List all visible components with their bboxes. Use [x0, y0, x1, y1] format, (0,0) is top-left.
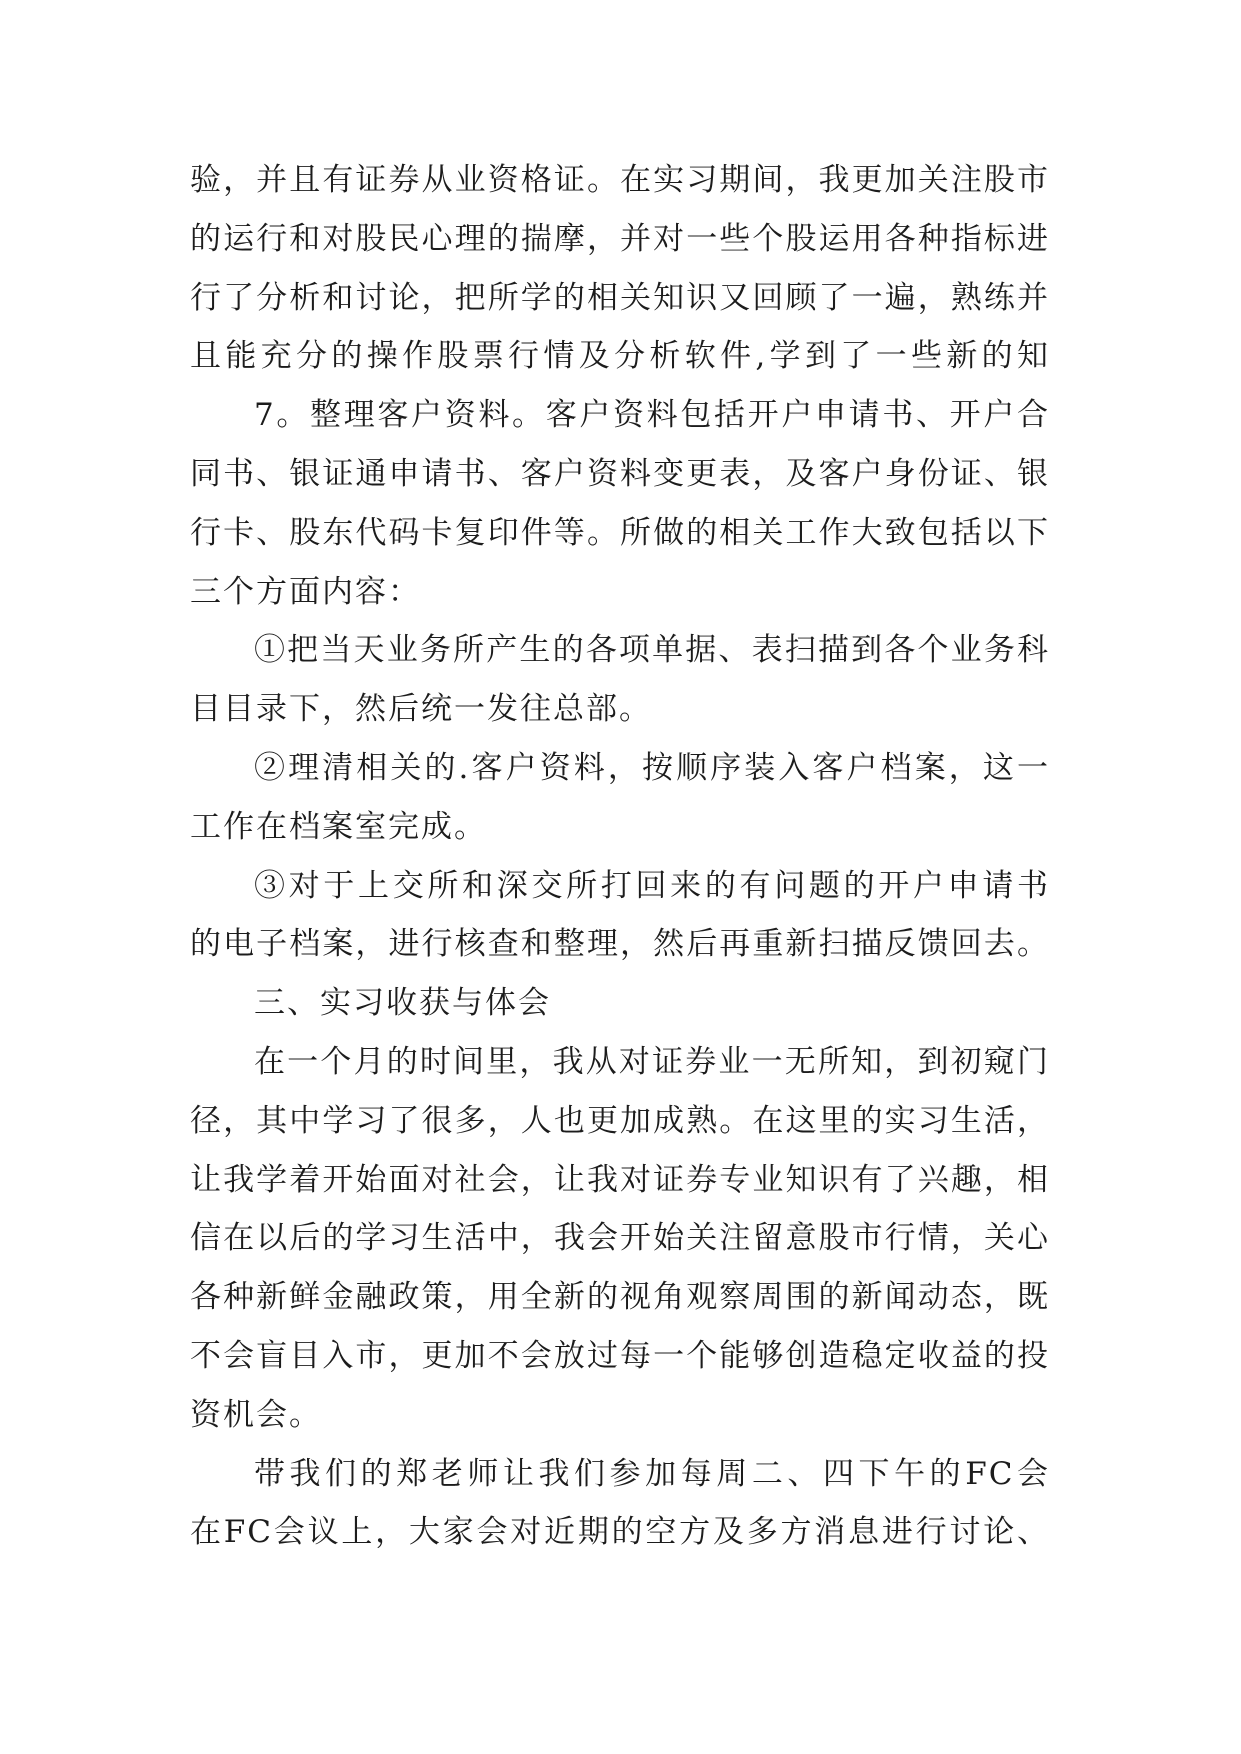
text-line: 径，其中学习了很多，人也更加成熟。在这里的实习生活，: [190, 1102, 1050, 1139]
document-body: [190, 151, 1050, 1562]
text-line: 行卡、股东代码卡复印件等。所做的相关工作大致包括以下: [190, 514, 1050, 551]
section-heading: 三、实习收获与体会: [254, 985, 551, 1022]
text-line: 资机会。: [190, 1396, 322, 1433]
text-line: 信在以后的学习生活中，我会开始关注留意股市行情，关心: [190, 1220, 1050, 1257]
list-item-1-line: ①把当天业务所产生的各项单据、表扫描到各个业务科: [254, 632, 1050, 669]
text-line: 在FC会议上，大家会对近期的空方及多方消息进行讨论、: [190, 1514, 1050, 1551]
text-line: 行了分析和讨论，把所学的相关知识又回顾了一遍，熟练并: [190, 279, 1050, 316]
text-line: 且能充分的操作股票行情及分析软件,学到了一些新的知: [190, 338, 1050, 375]
list-item-2-line: ②理清相关的.客户资料，按顺序装入客户档案，这一: [254, 749, 1050, 786]
text-line: 验，并且有证券从业资格证。在实习期间，我更加关注股市: [190, 162, 1050, 198]
text-line: 三个方面内容：: [190, 573, 421, 610]
text-line: 让我学着开始面对社会，让我对证券专业知识有了兴趣，相: [190, 1161, 1050, 1198]
text-line: 的运行和对股民心理的揣摩，并对一些个股运用各种指标进: [190, 220, 1050, 257]
text-line: 工作在档案室完成。: [190, 808, 487, 845]
text-line: 各种新鲜金融政策，用全新的视角观察周围的新闻动态，既: [190, 1279, 1050, 1316]
text-line: 目目录下，然后统一发往总部。: [190, 691, 652, 728]
paragraph-start-line: 带我们的郑老师让我们参加每周二、四下午的FC会: [254, 1455, 1050, 1492]
text-line: 的电子档案，进行核查和整理，然后再重新扫描反馈回去。: [190, 926, 1050, 963]
paragraph-start-line: 7。整理客户资料。客户资料包括开户申请书、开户合: [254, 397, 1050, 434]
text-line: 同书、银证通申请书、客户资料变更表，及客户身份证、银: [190, 455, 1050, 492]
list-item-3-line: ③对于上交所和深交所打回来的有问题的开户申请书: [254, 867, 1050, 904]
paragraph-start-line: 在一个月的时间里，我从对证券业一无所知，到初窥门: [254, 1043, 1050, 1080]
text-line: 不会盲目入市，更加不会放过每一个能够创造稳定收益的投: [190, 1337, 1050, 1374]
